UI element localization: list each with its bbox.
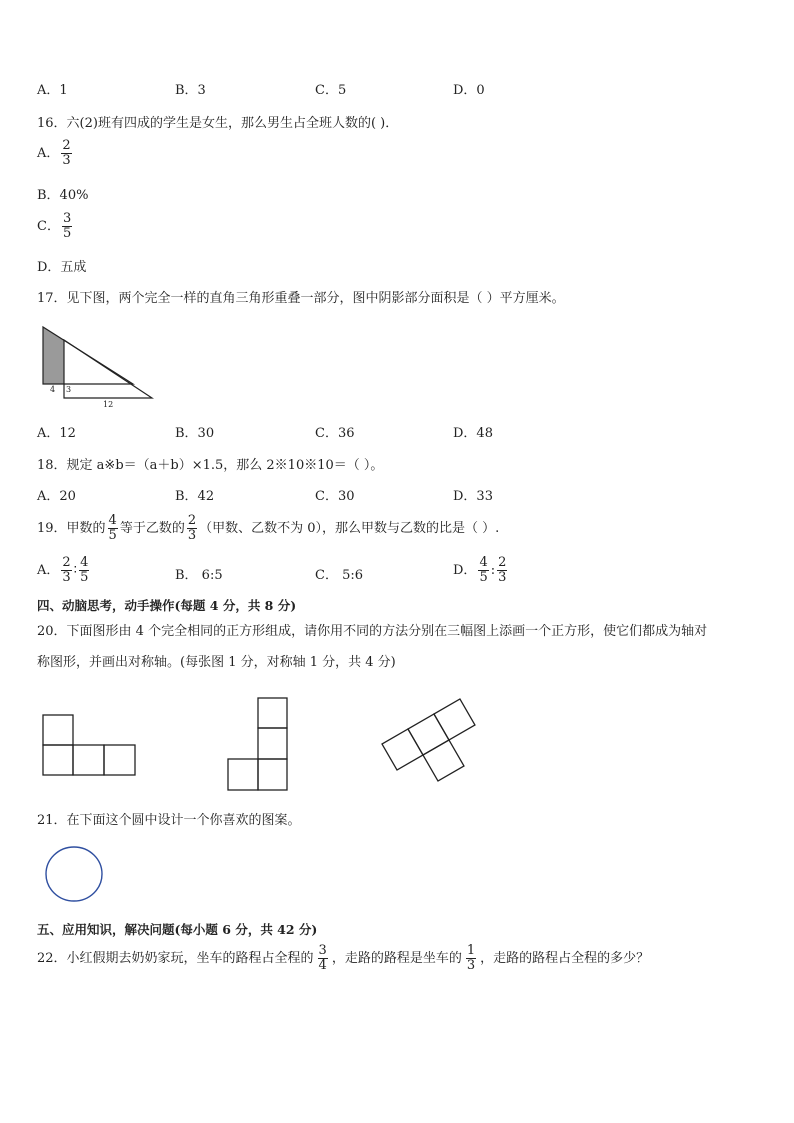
section-5-heading: 五、应用知识，解决问题(每小题 6 分，共 42 分) bbox=[37, 922, 318, 937]
q19-option-c: C． 5:6 bbox=[315, 568, 364, 583]
numerator: 3 bbox=[62, 211, 72, 226]
q17-option-d: D．48 bbox=[453, 426, 493, 441]
q15-option-b: B．3 bbox=[175, 83, 206, 98]
numerator: 1 bbox=[466, 943, 476, 958]
numerator: 3 bbox=[318, 943, 327, 958]
q17-option-b: B．30 bbox=[175, 426, 215, 441]
numerator: 4 bbox=[80, 555, 89, 570]
q15-option-d: D．0 bbox=[453, 83, 485, 98]
q17-stem: 17．见下图，两个完全一样的直角三角形重叠一部分，图中阴影部分面积是（ ）平方厘米。 bbox=[37, 291, 565, 306]
denominator: 5 bbox=[62, 226, 72, 241]
fig-label-mid: 3 bbox=[66, 385, 72, 394]
numerator: 2 bbox=[498, 555, 507, 570]
ratio-separator: ∶ bbox=[73, 562, 78, 578]
numerator: 2 bbox=[187, 513, 197, 528]
option-label: A． bbox=[37, 145, 60, 161]
numerator: 2 bbox=[62, 555, 71, 570]
q19-text-part3: （甲数、乙数不为 0），那么甲数与乙数的比是（ ）. bbox=[199, 520, 500, 536]
q16-stem: 16．六(2)班有四成的学生是女生，那么男生占全班人数的( )． bbox=[37, 116, 399, 131]
denominator: 3 bbox=[62, 153, 71, 168]
fig-label-bottom: 12 bbox=[103, 400, 114, 409]
q19-text-part2: 等于乙数的 bbox=[119, 520, 185, 536]
q22-stem bbox=[37, 944, 649, 973]
q17-option-a: A．12 bbox=[37, 426, 76, 441]
fraction bbox=[466, 944, 476, 973]
ratio-separator: : bbox=[490, 562, 496, 578]
q22-text-part3: ，走路的路程占全程的多少？ bbox=[480, 950, 650, 966]
q15-option-c: C．5 bbox=[315, 83, 347, 98]
denominator: 4 bbox=[318, 958, 327, 973]
option-label: C． bbox=[37, 218, 60, 234]
q20-stem-line2: 称图形，并画出对称轴。(每张图 1 分，对称轴 1 分，共 4 分) bbox=[37, 655, 396, 670]
denominator: 5 bbox=[479, 570, 488, 585]
q16-option-d: D．五成 bbox=[37, 260, 87, 275]
fraction bbox=[318, 944, 328, 973]
numerator: 2 bbox=[62, 138, 71, 153]
q21-stem: 21．在下面这个圆中设计一个你喜欢的图案。 bbox=[37, 813, 301, 828]
q19-text-part1: 19．甲数的 bbox=[37, 520, 106, 536]
denominator: 5 bbox=[108, 528, 117, 543]
denominator: 3 bbox=[62, 570, 71, 585]
denominator: 3 bbox=[187, 528, 197, 543]
q22-text-part2: ，走路的路程是坐车的 bbox=[331, 950, 462, 966]
q22-text-part1: 22．小红假期去奶奶家玩，坐车的路程占全程的 bbox=[37, 950, 314, 966]
q19-option-b: B． 6:5 bbox=[175, 568, 223, 583]
q18-option-b: B．42 bbox=[175, 489, 215, 504]
q18-option-a: A．20 bbox=[37, 489, 76, 504]
q18-stem: 18．规定 a※b＝（a＋b）×1.5，那么 2※10※10＝（ ）。 bbox=[37, 458, 384, 473]
section-4-heading: 四、动脑思考，动手操作(每题 4 分，共 8 分) bbox=[37, 598, 297, 613]
empty-circle bbox=[46, 847, 102, 901]
q15-option-a: A．1 bbox=[37, 83, 68, 98]
q20-stem-line1: 20．下面图形由 4 个完全相同的正方形组成，请你用不同的方法分别在三幅图上添画一个正方形，使它们都成为轴对 bbox=[37, 624, 708, 639]
q17-option-c: C．36 bbox=[315, 426, 355, 441]
numerator: 4 bbox=[108, 513, 117, 528]
option-label: A． bbox=[37, 562, 60, 578]
numerator: 4 bbox=[479, 555, 488, 570]
q16-option-b: B．40% bbox=[37, 188, 89, 203]
option-label: D． bbox=[453, 562, 477, 578]
q18-option-d: D．33 bbox=[453, 489, 493, 504]
denominator: 3 bbox=[498, 570, 507, 585]
fig-label-left: 4 bbox=[50, 385, 56, 394]
denominator: 3 bbox=[466, 958, 476, 973]
q18-option-c: C．30 bbox=[315, 489, 355, 504]
denominator: 5 bbox=[80, 570, 89, 585]
